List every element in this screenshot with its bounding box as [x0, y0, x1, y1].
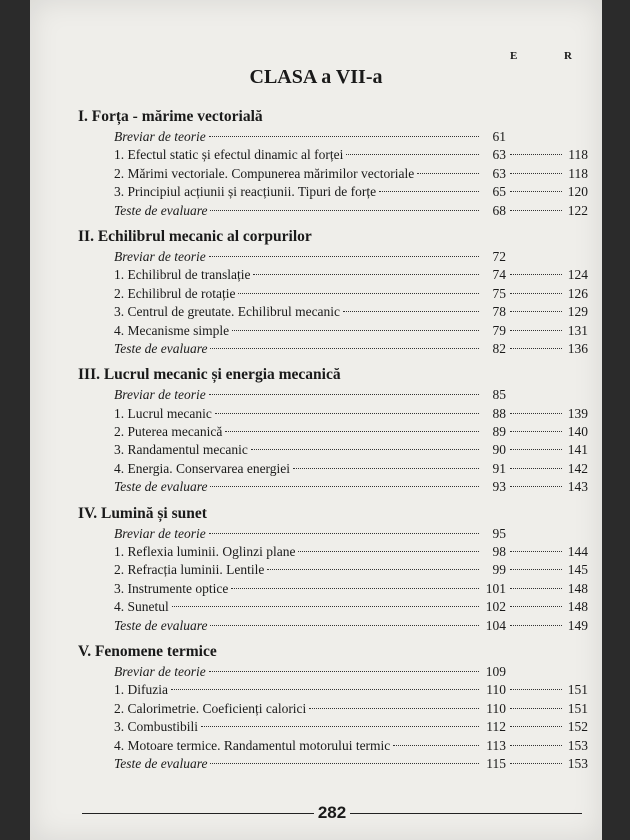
- entry-label: Teste de evaluare: [114, 479, 208, 495]
- theory-page-number: 93: [492, 479, 506, 495]
- dot-leader: [510, 274, 562, 275]
- entry-label: 2. Calorimetrie. Coeficienți calorici: [114, 700, 307, 716]
- footer-rule-left: [82, 813, 314, 814]
- dot-leader: [417, 173, 479, 174]
- page-number: 282: [317, 803, 347, 822]
- toc-entry: [78, 561, 588, 579]
- entry-label: 1. Efectul static și efectul dinamic al forței: [114, 147, 344, 163]
- toc-entry: [78, 755, 588, 773]
- dot-leader: [510, 311, 562, 312]
- toc-entry: [78, 460, 588, 478]
- theory-page-number: 63: [492, 147, 506, 163]
- entry-label: 1. Difuzia: [114, 682, 168, 698]
- dot-leader: [510, 569, 562, 570]
- entry-label: Breviar de teorie: [114, 248, 206, 264]
- theory-page-number: 63: [492, 165, 506, 181]
- entry-label: 4. Energia. Conservarea energiei: [114, 460, 291, 476]
- entry-label: Teste de evaluare: [114, 202, 208, 218]
- toc-entry: [78, 617, 588, 635]
- solutions-page-number: 124: [567, 267, 588, 283]
- toc-entry: [78, 322, 588, 340]
- theory-page-number: 88: [492, 405, 506, 421]
- toc-chapter: [78, 641, 588, 773]
- theory-page-number: 112: [486, 719, 506, 735]
- dot-leader: [343, 311, 479, 312]
- dot-leader: [171, 689, 479, 690]
- entry-label: 4. Mecanisme simple: [114, 322, 230, 338]
- solutions-page-number: 126: [567, 285, 588, 301]
- solutions-page-number: 139: [567, 405, 588, 421]
- entry-label: Teste de evaluare: [114, 755, 208, 771]
- dot-leader: [510, 745, 562, 746]
- dot-leader: [510, 431, 562, 432]
- theory-page-number: 90: [492, 442, 506, 458]
- dot-leader: [510, 606, 562, 607]
- dot-leader: [510, 625, 562, 626]
- toc-entry: [78, 423, 588, 441]
- theory-page-number: 91: [492, 460, 506, 476]
- theory-page-number: 95: [492, 525, 506, 541]
- entry-label: Breviar de teorie: [114, 663, 206, 679]
- toc-entry: [78, 202, 588, 220]
- table-of-contents: [78, 106, 588, 779]
- solutions-page-number: 122: [567, 202, 588, 218]
- dot-leader: [393, 745, 479, 746]
- theory-page-number: 104: [485, 617, 506, 633]
- theory-page-number: 85: [492, 387, 506, 403]
- entry-label: 3. Instrumente optice: [114, 580, 229, 596]
- theory-page-number: 115: [486, 755, 506, 771]
- toc-chapter: [78, 106, 588, 220]
- toc-entry: [78, 340, 588, 358]
- chapter-title: IV. Lumină și sunet: [78, 504, 207, 522]
- toc-entry: [78, 165, 588, 183]
- theory-page-number: 79: [492, 322, 506, 338]
- dot-leader: [510, 588, 562, 589]
- dot-leader: [510, 173, 562, 174]
- toc-entry: [78, 405, 588, 423]
- dot-leader: [510, 330, 562, 331]
- dot-leader: [238, 293, 479, 294]
- theory-page-number: 98: [492, 544, 506, 560]
- solutions-page-number: 143: [567, 479, 588, 495]
- solutions-page-number: 129: [567, 304, 588, 320]
- dot-leader: [267, 569, 479, 570]
- solutions-page-number: 131: [567, 322, 588, 338]
- toc-entry: [78, 737, 588, 755]
- solutions-page-number: 145: [567, 562, 588, 578]
- entry-label: Breviar de teorie: [114, 387, 206, 403]
- toc-chapter: [78, 226, 588, 358]
- toc-entry: [78, 478, 588, 496]
- theory-page-number: 74: [492, 267, 506, 283]
- dot-leader: [210, 348, 479, 349]
- entry-label: 4. Motoare termice. Randamentul motorului termic: [114, 737, 391, 753]
- dot-leader: [510, 763, 562, 764]
- footer-rule-right: [350, 813, 582, 814]
- solutions-page-number: 149: [567, 617, 588, 633]
- toc-chapter: [78, 364, 588, 496]
- dot-leader: [231, 588, 479, 589]
- dot-leader: [253, 274, 479, 275]
- dot-leader: [209, 136, 479, 137]
- toc-entry: [78, 128, 588, 146]
- dot-leader: [346, 154, 479, 155]
- solutions-page-number: 118: [568, 147, 588, 163]
- entry-label: 4. Sunetul: [114, 599, 169, 615]
- solutions-page-number: 153: [567, 737, 588, 753]
- entry-label: Breviar de teorie: [114, 129, 206, 144]
- dot-leader: [510, 486, 562, 487]
- entry-label: 1. Echilibrul de translație: [114, 267, 251, 283]
- toc-entry: [78, 663, 588, 681]
- book-page: [30, 0, 602, 840]
- solutions-page-number: 148: [567, 599, 588, 615]
- theory-page-number: 109: [485, 663, 506, 679]
- dot-leader: [510, 708, 562, 709]
- theory-page-number: 99: [492, 562, 506, 578]
- theory-page-number: 75: [492, 285, 506, 301]
- theory-page-number: 110: [486, 682, 506, 698]
- entry-label: 3. Centrul de greutate. Echilibrul mecanic: [114, 304, 341, 320]
- solutions-page-number: 153: [567, 755, 588, 771]
- theory-page-number: 68: [492, 202, 506, 218]
- theory-page-number: 72: [492, 248, 506, 264]
- toc-entry: [78, 285, 588, 303]
- entry-label: 3. Principiul acțiunii și reacțiunii. Tipuri de forțe: [114, 184, 377, 200]
- toc-entry: [78, 183, 588, 201]
- dot-leader: [232, 330, 479, 331]
- dot-leader: [510, 348, 562, 349]
- header-letter: E: [509, 50, 518, 62]
- theory-page-number: 61: [492, 129, 506, 144]
- solutions-page-number: 136: [567, 340, 588, 356]
- solutions-page-number: 140: [567, 424, 588, 440]
- dot-leader: [298, 551, 479, 552]
- toc-entry: [78, 718, 588, 736]
- dot-leader: [209, 394, 479, 395]
- dot-leader: [510, 413, 562, 414]
- chapter-title: V. Fenomene termice: [78, 642, 217, 660]
- dot-leader: [510, 468, 562, 469]
- toc-entry: [78, 543, 588, 561]
- dot-leader: [251, 449, 479, 450]
- solutions-page-number: 141: [567, 442, 588, 458]
- entry-label: Teste de evaluare: [114, 340, 208, 356]
- toc-entry: [78, 386, 588, 404]
- theory-page-number: 78: [492, 304, 506, 320]
- toc-entry: [78, 580, 588, 598]
- dot-leader: [210, 625, 479, 626]
- toc-entry: [78, 681, 588, 699]
- chapter-title: III. Lucrul mecanic și energia mecanică: [78, 366, 341, 384]
- dot-leader: [209, 533, 479, 534]
- header-letter: R: [564, 50, 572, 62]
- toc-entry: [78, 700, 588, 718]
- toc-chapter: [78, 503, 588, 635]
- dot-leader: [210, 763, 479, 764]
- entry-label: 3. Combustibili: [114, 719, 199, 735]
- dot-leader: [215, 413, 479, 414]
- entry-label: Teste de evaluare: [114, 617, 208, 633]
- dot-leader: [210, 486, 479, 487]
- solutions-page-number: 148: [567, 580, 588, 596]
- dot-leader: [510, 191, 562, 192]
- running-header: [466, 50, 572, 62]
- dot-leader: [172, 606, 479, 607]
- entry-label: 1. Reflexia luminii. Oglinzi plane: [114, 544, 296, 560]
- dot-leader: [379, 191, 479, 192]
- theory-page-number: 82: [492, 340, 506, 356]
- dot-leader: [510, 689, 562, 690]
- dot-leader: [309, 708, 479, 709]
- solutions-page-number: 151: [567, 700, 588, 716]
- chapter-title: I. Forța - mărime vectorială: [78, 108, 263, 125]
- dot-leader: [510, 154, 562, 155]
- toc-entry: [78, 248, 588, 266]
- dot-leader: [510, 210, 562, 211]
- theory-page-number: 101: [485, 580, 506, 596]
- dot-leader: [293, 468, 479, 469]
- entry-label: Breviar de teorie: [114, 525, 206, 541]
- toc-entry: [78, 441, 588, 459]
- dot-leader: [201, 726, 479, 727]
- entry-label: 2. Mărimi vectoriale. Compunerea mărimilor vectoriale: [114, 165, 415, 181]
- dot-leader: [510, 293, 562, 294]
- toc-entry: [78, 266, 588, 284]
- dot-leader: [510, 551, 562, 552]
- solutions-page-number: 142: [567, 460, 588, 476]
- toc-entry: [78, 598, 588, 616]
- theory-page-number: 65: [492, 184, 506, 200]
- solutions-page-number: 144: [567, 544, 588, 560]
- entry-label: 2. Refracția luminii. Lentile: [114, 562, 265, 578]
- entry-label: 3. Randamentul mecanic: [114, 442, 248, 458]
- chapter-title: II. Echilibrul mecanic al corpurilor: [78, 227, 312, 245]
- dot-leader: [510, 449, 562, 450]
- theory-page-number: 102: [485, 599, 506, 615]
- entry-label: 2. Puterea mecanică: [114, 424, 223, 440]
- solutions-page-number: 118: [568, 165, 588, 181]
- dot-leader: [209, 256, 479, 257]
- theory-page-number: 113: [486, 737, 506, 753]
- entry-label: 1. Lucrul mecanic: [114, 405, 212, 421]
- page-title: CLASA a VII-a: [249, 66, 383, 88]
- solutions-page-number: 151: [567, 682, 588, 698]
- solutions-page-number: 152: [567, 719, 588, 735]
- toc-entry: [78, 146, 588, 164]
- solutions-page-number: 120: [567, 184, 588, 200]
- theory-page-number: 89: [492, 424, 506, 440]
- dot-leader: [209, 671, 479, 672]
- entry-label: 2. Echilibrul de rotație: [114, 285, 236, 301]
- page-footer: [82, 800, 582, 826]
- toc-entry: [78, 303, 588, 321]
- dot-leader: [510, 726, 562, 727]
- dot-leader: [225, 431, 479, 432]
- dot-leader: [210, 210, 479, 211]
- toc-entry: [78, 525, 588, 543]
- theory-page-number: 110: [486, 700, 506, 716]
